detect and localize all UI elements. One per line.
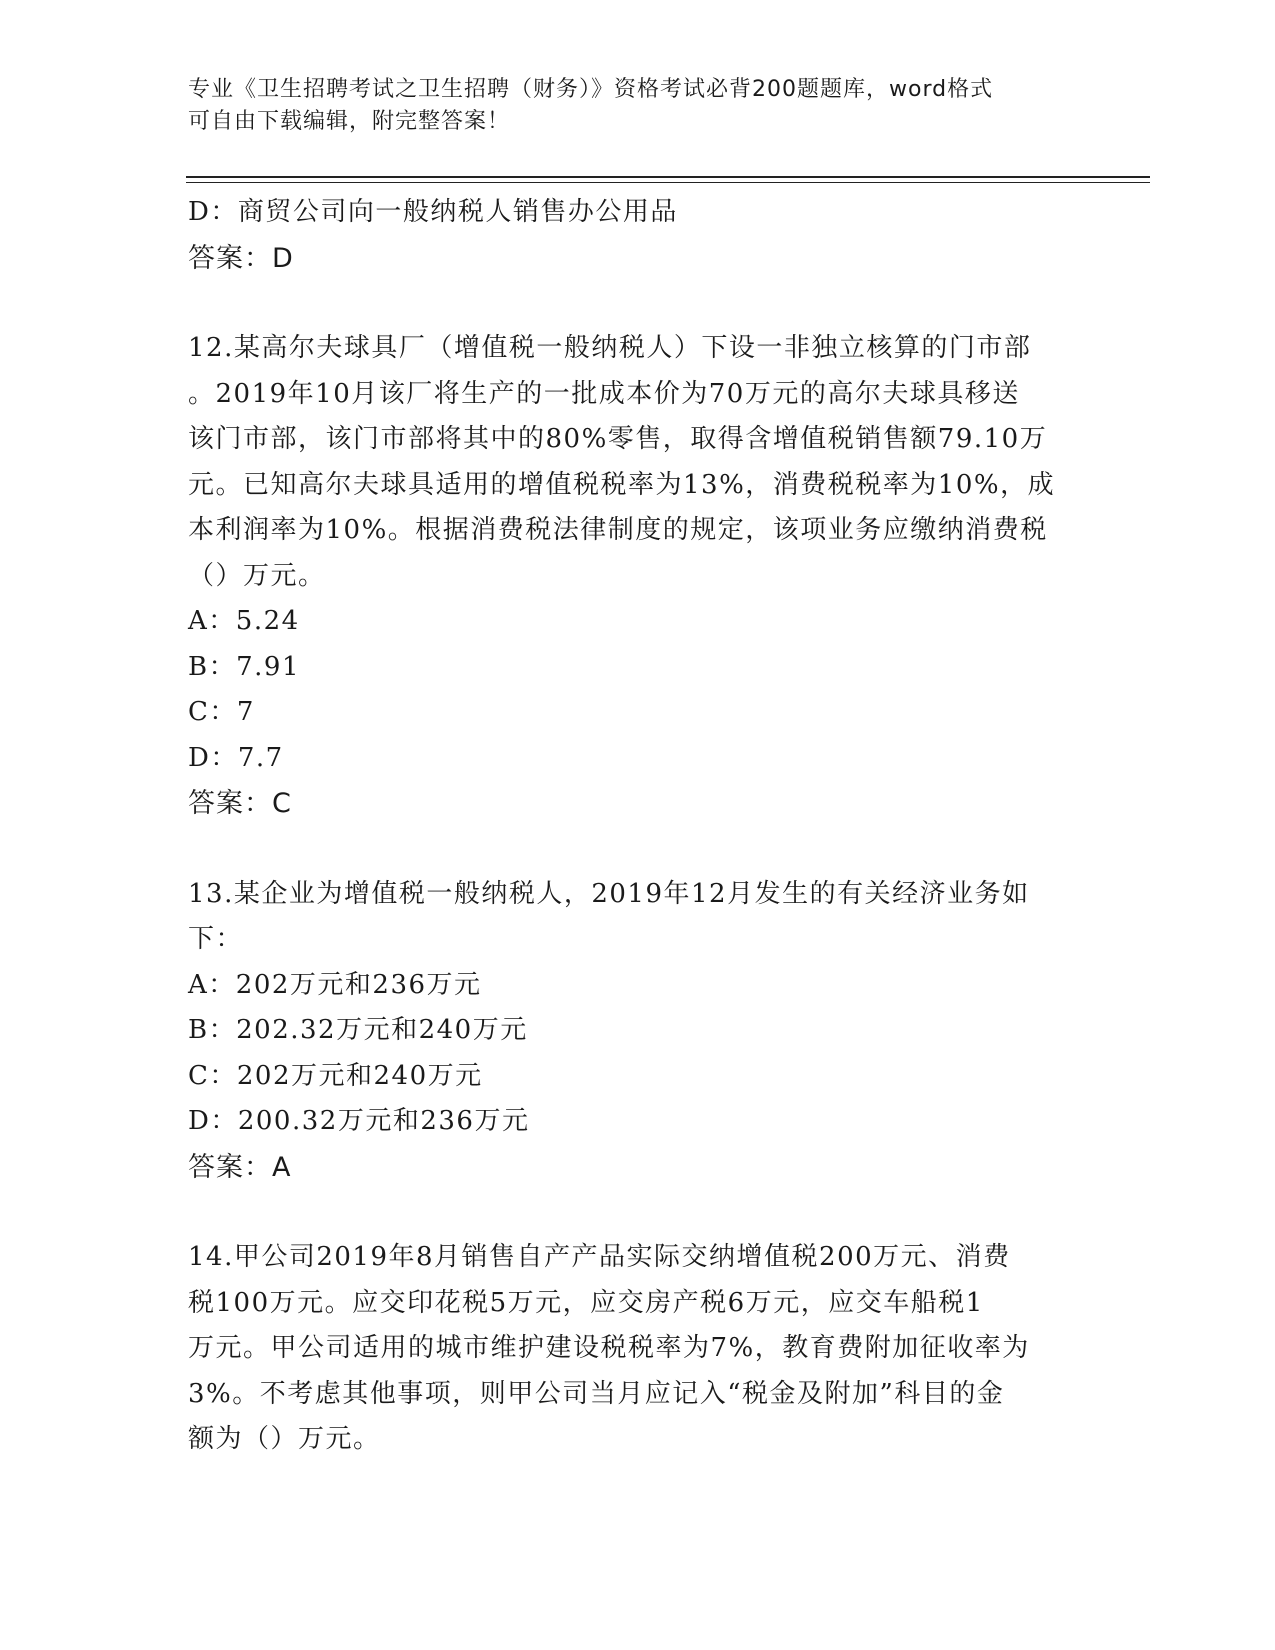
question-text-line: 下：: [188, 924, 244, 954]
header-line-2: 可自由下载编辑，附完整答案！: [188, 109, 511, 134]
option-d: D：200.32万元和236万元: [188, 1106, 530, 1136]
answer-line: 答案：A: [188, 1151, 292, 1183]
header-line-1: 专业《卫生招聘考试之卫生招聘（财务）》资格考试必背200题题库，word格式: [188, 77, 994, 102]
option-c: C：7: [188, 697, 255, 727]
question-text-line: 12.某高尔夫球具厂（增值税一般纳税人）下设一非独立核算的门市部: [188, 333, 1032, 363]
option-a: A：202万元和236万元: [188, 969, 482, 1000]
question-text-line: （）万元。: [188, 560, 326, 591]
header-rule-thick: [186, 176, 1150, 178]
document-header: [188, 74, 1088, 138]
option-c: C：202万元和240万元: [188, 1060, 483, 1091]
spacer: [188, 281, 1068, 326]
previous-question-tail: [188, 190, 1068, 281]
question-text-line: 元。已知高尔夫球具适用的增值税税率为13%，消费税税率为10%，成: [188, 469, 1056, 500]
question-text-line: 该门市部，该门市部将其中的80%零售，取得含增值税销售额79.10万: [188, 424, 1048, 454]
spacer: [188, 1190, 1068, 1235]
question-13: [188, 872, 1068, 1191]
option-d: D：7.7: [188, 742, 284, 773]
question-text-line: 3%。不考虑其他事项，则甲公司当月应记入“税金及附加”科目的金: [188, 1378, 1005, 1409]
question-text-line: 本利润率为10%。根据消费税法律制度的规定，该项业务应缴纳消费税: [188, 515, 1048, 545]
option-d: D：商贸公司向一般纳税人销售办公用品: [188, 197, 678, 227]
question-14: [188, 1235, 1068, 1463]
option-b: B：7.91: [188, 651, 300, 682]
question-text-line: 额为（）万元。: [188, 1424, 381, 1454]
spacer: [188, 827, 1068, 872]
answer-line: 答案：C: [188, 788, 292, 819]
option-b: B：202.32万元和240万元: [188, 1015, 528, 1045]
document-body: [188, 190, 1068, 1463]
question-text-line: 13.某企业为增值税一般纳税人，2019年12月发生的有关经济业务如: [188, 878, 1030, 909]
question-text-line: 税100万元。应交印花税5万元，应交房产税6万元，应交车船税1: [188, 1287, 984, 1318]
option-a: A：5.24: [188, 606, 300, 636]
question-text-line: 14.甲公司2019年8月销售自产产品实际交纳增值税200万元、消费: [188, 1242, 1011, 1272]
answer-line: 答案：D: [188, 242, 294, 274]
question-12: [188, 326, 1068, 827]
header-rule-thin: [186, 182, 1150, 183]
question-text-line: 万元。甲公司适用的城市维护建设税税率为7%，教育费附加征收率为: [188, 1333, 1030, 1363]
question-text-line: 。2019年10月该厂将生产的一批成本价为70万元的高尔夫球具移送: [188, 378, 1020, 409]
